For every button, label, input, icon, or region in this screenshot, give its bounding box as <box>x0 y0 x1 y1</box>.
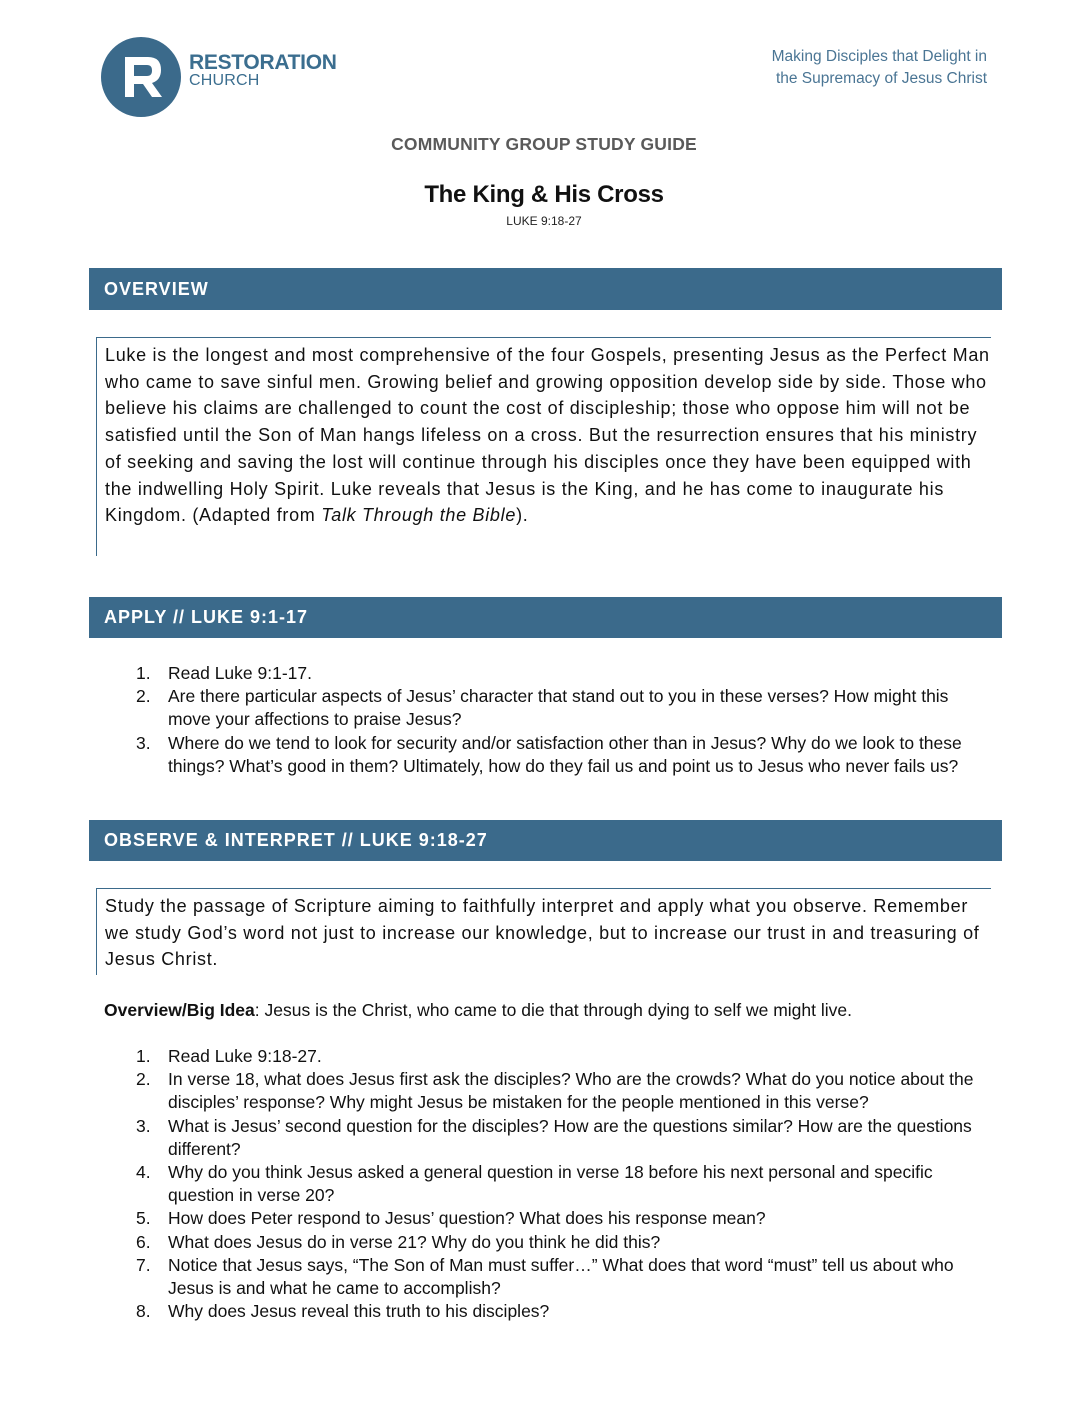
overview-text-italic: Talk Through the Bible <box>321 505 517 526</box>
overview-box <box>96 337 991 556</box>
scripture-reference: LUKE 9:18-27 <box>506 214 582 228</box>
overview-heading: OVERVIEW <box>89 268 1002 310</box>
list-item: 1. Read Luke 9:18-27. <box>136 1046 322 1066</box>
apply-heading: APPLY // LUKE 9:1-17 <box>89 597 1002 638</box>
logo-wordmark <box>189 52 337 89</box>
apply-list <box>136 662 976 778</box>
overview-text-end: ). <box>516 505 529 526</box>
list-item: 5. How does Peter respond to Jesus’ question? What does his response mean? <box>136 1208 766 1229</box>
logo-sub: CHURCH <box>189 72 260 89</box>
list-item: 1. Read Luke 9:1-17. <box>136 663 312 683</box>
tagline-line-1: Making Disciples that Delight in <box>771 48 987 65</box>
big-idea-label: Overview/Big Idea <box>104 1000 255 1020</box>
list-item: 4. Why do you think Jesus asked a general question in verse 18 before his next personal and specific question in verse 20? <box>136 1162 933 1206</box>
guide-label: COMMUNITY GROUP STUDY GUIDE <box>391 134 697 154</box>
list-item: 7. Notice that Jesus says, “The Son of Man must suffer…” What does that word “must” tell us about who Jesus is and what he came to accomplish? <box>136 1254 954 1299</box>
tagline-line-2: the Supremacy of Jesus Christ <box>775 70 987 87</box>
logo-name: RESTORATION <box>189 51 337 74</box>
observe-intro-box <box>96 888 991 975</box>
list-item: 3. What is Jesus’ second question for the disciples? How are the questions similar? How are the questions different? <box>136 1115 972 1159</box>
big-idea <box>104 998 852 1022</box>
observe-intro: Study the passage of Scripture aiming to faithfully interpret and apply what you observe. Remember we study God’s word not just to increase our knowledge, but to increase our trust in and treasuring of Jesus Christ. <box>105 896 980 970</box>
big-idea-text: : Jesus is the Christ, who came to die that through dying to self we might live. <box>254 1000 852 1020</box>
observe-heading: OBSERVE & INTERPRET // LUKE 9:18-27 <box>89 820 1002 861</box>
tagline <box>772 46 987 90</box>
overview-text-main: Luke is the longest and most comprehensive of the four Gospels, presenting Jesus as the Perfect Man who came to save sinful men. Growing belief and growing opposition develop side by side. Those who believe his claims are challenged to count the cost of discipleship; those who oppose him will not be satisfied until the Son of Man hangs lifeless on a cross. But the resurrection ensures that his ministry of seeking and saving the lost will continue through his disciples once they have been equipped with the indwelling Holy Spirit. Luke reveals that Jesus is the King, and he has come to inaugurate his Kingdom. (Adapted from <box>105 345 990 526</box>
list-item: 6. What does Jesus do in verse 21? Why do you think he did this? <box>136 1231 661 1252</box>
list-item: 3. Where do we tend to look for security and/or satisfaction other than in Jesus? Why do we look to these things? What’s good in them? Ultimately, how do they fail us and point us to Jesus who never fails us? <box>136 732 962 776</box>
observe-list <box>136 1045 976 1323</box>
list-item: 2. Are there particular aspects of Jesus’ character that stand out to you in these verses? How might this move your affections to praise Jesus? <box>136 686 949 730</box>
page-title: The King & His Cross <box>424 181 664 208</box>
list-item: 2. In verse 18, what does Jesus first ask the disciples? Who are the crowds? What do you notice about the disciples’ response? Why might Jesus be mistaken for the people mentioned in this verse? <box>136 1069 974 1113</box>
overview-text <box>97 338 991 529</box>
list-item: 8. Why does Jesus reveal this truth to his disciples? <box>136 1301 550 1322</box>
restoration-church-logo-icon <box>101 37 181 117</box>
